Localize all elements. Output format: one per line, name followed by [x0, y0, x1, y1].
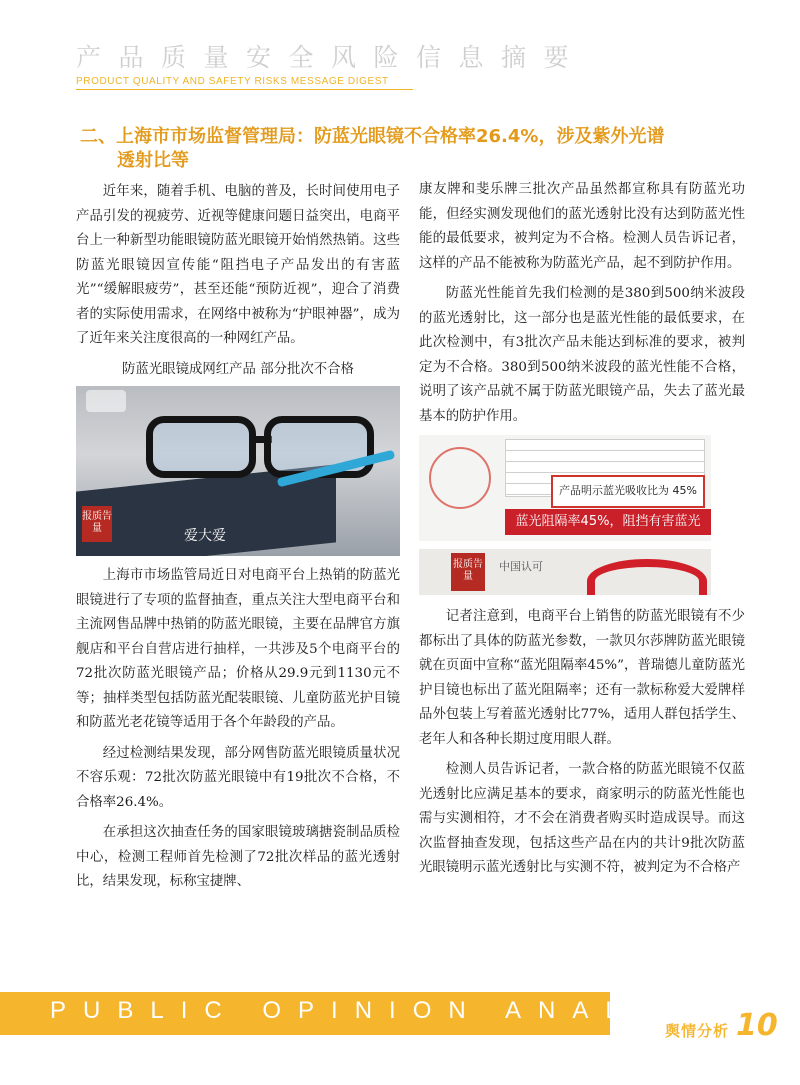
tv-logo	[86, 390, 126, 412]
report-photo	[419, 435, 711, 541]
report-banner: 蓝光阻隔率45%，阻挡有害蓝光	[505, 509, 711, 535]
red-logo-shape	[587, 559, 707, 595]
report-note: 产品明示蓝光吸收比为 45%	[551, 475, 705, 508]
paragraph: 防蓝光性能首先我们检测的是380到500纳米波段的蓝光透射比，这一部分也是蓝光性能的最低要求，在此次检测中，有3批次产品未能达到标准的要求，被判定为不合格。380到500纳米波段的蓝光性能不合格，说明了该产品就不属于防蓝光眼镜产品，失去了蓝光最基本的防护作用。	[419, 286, 745, 424]
right-column	[419, 178, 745, 887]
section-title-line1: 二、上海市市场监督管理局：防蓝光眼镜不合格率26.4%，涉及紫外光谱	[80, 126, 665, 147]
header-subtitle: PRODUCT QUALITY AND SAFETY RISKS MESSAGE DIGEST	[76, 76, 389, 87]
page-number: 10	[736, 1008, 778, 1043]
section-title	[80, 125, 740, 173]
header-rule	[76, 89, 413, 90]
footer-section-name: 舆情分析	[665, 1022, 730, 1040]
program-stamp: 报质告量	[82, 506, 112, 542]
glasses-photo	[76, 386, 400, 556]
paragraph: 经过检测结果发现，部分网售防蓝光眼镜质量状况不容乐观：72批次防蓝光眼镜中有19批次不合格，不合格率26.4%。	[76, 745, 400, 810]
red-seal	[429, 447, 491, 509]
image-caption: 防蓝光眼镜成网红产品 部分批次不合格	[122, 361, 354, 377]
program-stamp: 报质告量	[451, 553, 485, 591]
certificate-text: 中国认可	[499, 560, 543, 573]
footer-band-text: PUBLIC OPINION ANALYSIS	[50, 997, 757, 1024]
paragraph: 检测人员告诉记者，一款合格的防蓝光眼镜不仅蓝光透射比应满足基本的要求，商家明示的防蓝光性能也需与实测相符，才不会在消费者购买时造成误导。而这次监督抽查发现，包括这些产品在内的共计9批次防蓝光眼镜明示蓝光透射比与实测不符，被判定为不合格产	[419, 762, 745, 875]
paragraph: 康友牌和斐乐牌三批次产品虽然都宣称具有防蓝光功能，但经实测发现他们的蓝光透射比没有达到防蓝光性能的最低要求，被判定为不合格。检测人员告诉记者，这样的产品不能被称为防蓝光产品，起不到防护作用。	[419, 182, 745, 271]
paragraph: 记者注意到，电商平台上销售的防蓝光眼镜有不少都标出了具体的防蓝光参数，一款贝尔莎牌防蓝光眼镜就在页面中宣称“蓝光阻隔率45%”，普瑞德儿童防蓝光护目镜也标出了蓝光阻隔率；还有一款标称爱大爱牌样品外包装上写着蓝光透射比77%，适用人群包括学生、老年人和各种长期过度用眼人群。	[419, 609, 745, 747]
paragraph: 近年来，随着手机、电脑的普及，长时间使用电子产品引发的视疲劳、近视等健康问题日益突出，电商平台上一种新型功能眼镜防蓝光眼镜开始悄然热销。这些防蓝光眼镜因宣传能“阻挡电子产品发出的有害蓝光”“缓解眼疲劳”，甚至还能“预防近视”，迎合了消费者的实际使用需求，在网络中被称为“护眼神器”，成为了近年来关注度很高的一种网红产品。	[76, 184, 400, 346]
certificate-photo	[419, 549, 711, 595]
box-brand: 爱大爱	[184, 528, 226, 544]
lens-left	[146, 416, 256, 478]
section-title-line2: 透射比等	[117, 150, 189, 171]
paragraph: 上海市市场监管局近日对电商平台上热销的防蓝光眼镜进行了专项的监督抽查，重点关注大型电商平台和主流网售品牌中热销的防蓝光眼镜，主要在品牌官方旗舰店和平台自营店进行抽样，一共涉及5个电商平台的72批次防蓝光眼镜产品；价格从29.9元到1130元不等；抽样类型包括防蓝光配装眼镜、儿童防蓝光护目镜和防蓝光老花镜等适用于各个年龄段的产品。	[76, 568, 400, 730]
paragraph: 在承担这次抽查任务的国家眼镜玻璃搪瓷制品质检中心，检测工程师首先检测了72批次样品的蓝光透射比，结果发现，标称宝捷牌、	[76, 825, 400, 889]
header-title: 产品质量安全风险信息摘要	[76, 43, 587, 72]
left-column	[76, 180, 400, 901]
